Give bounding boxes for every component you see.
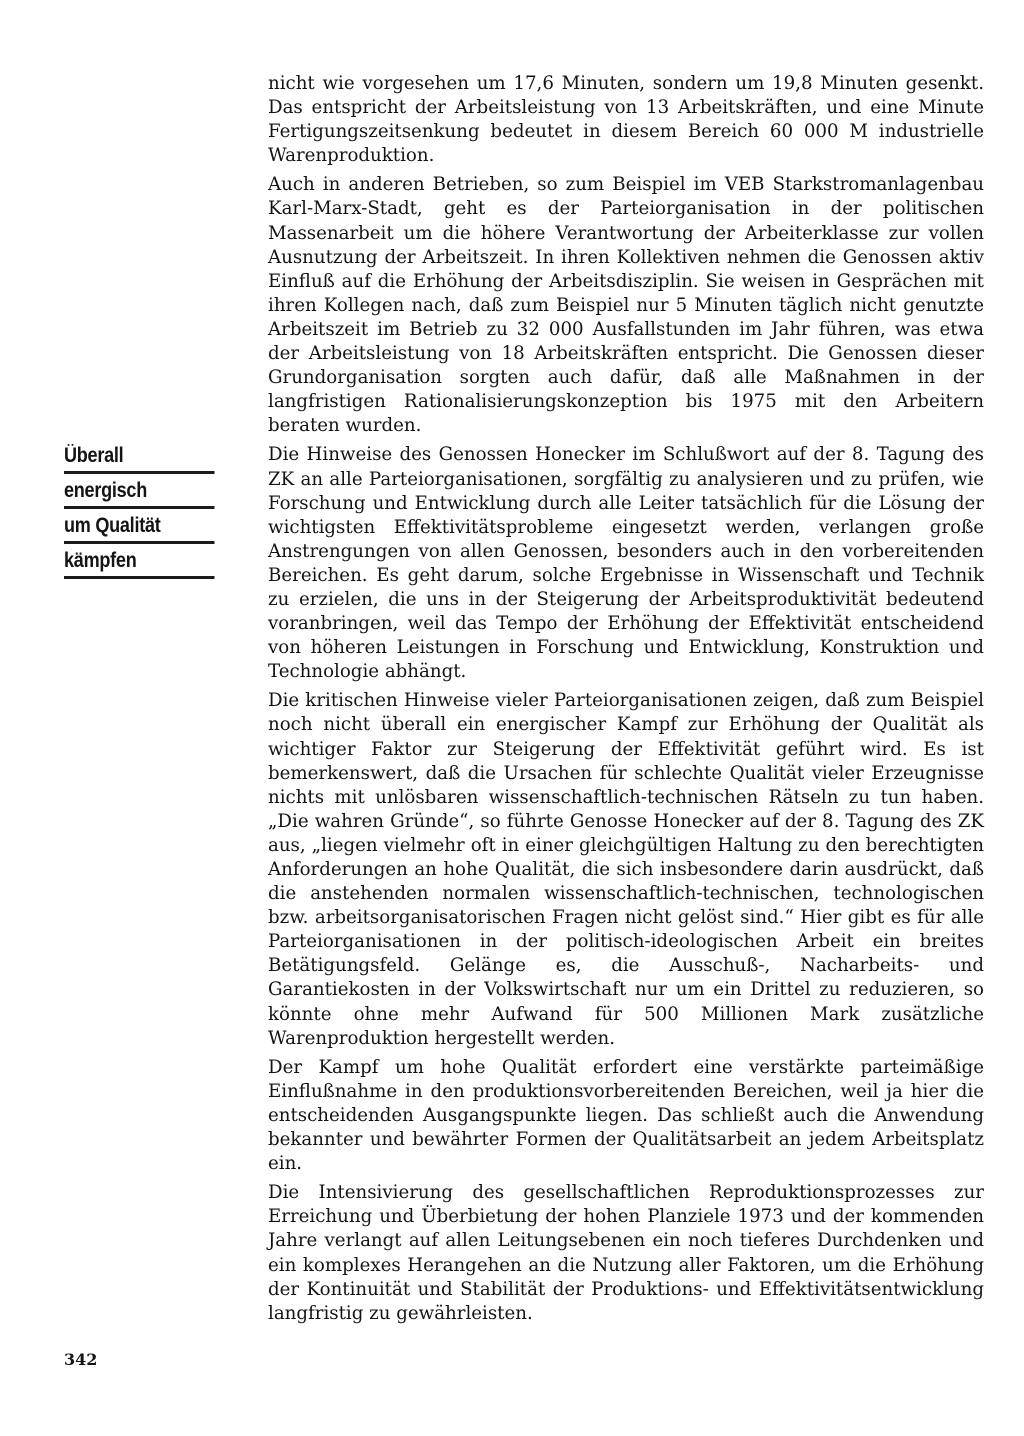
marginal-heading-line-3: um Qualität [64, 514, 215, 544]
paragraph-6: Die Intensivierung des gesellschaftlichen Reproduktionsprozesses zur Erreichung und Überbietung der hohen Planziele 1973 und der kommenden Jahre verlangt auf allen Leitungsebenen ein noch tieferes Durchdenken und ein komplexes Herangehen an die Nutzung aller Faktoren, um die Erhöhung der Kontinuität und Stabilität der Produktions- und Effektivitätsentwicklung langfristig zu gewährleisten. [268, 1182, 984, 1324]
paragraph-4: Die kritischen Hinweise vieler Parteiorganisationen zeigen, daß zum Beispiel noch nicht überall ein energischer Kampf zur Erhöhung der Qualität als wichtiger Faktor zur Steigerung der Effektivität geführt wird. Es ist bemerkenswert, daß die Ursachen für schlechte Qualität vieler Erzeugnisse nichts mit unlösbaren wissenschaftlich-technischen Rätseln zu tun haben. „Die wahren Gründe“, so führte Genosse Honecker auf der 8. Tagung des ZK aus, „liegen vielmehr oft in einer gleichgültigen Haltung zu den berechtigten Anforderungen an hohe Qualität, die sich insbesondere darin ausdrückt, daß die anstehenden normalen wissenschaftlich-technischen, technologischen bzw. arbeitsorganisatorischen Fragen nicht gelöst sind.“ Hier gibt es für alle Parteiorganisationen in der politisch-ideologischen Arbeit ein breites Betätigungsfeld. Gelänge es, die Ausschuß-, Nacharbeits- und Garantiekosten in der Volkswirtschaft nur um ein Drittel zu reduzieren, so könnte ohne mehr Aufwand für 500 Millionen Mark zusätzliche Warenproduktion hergestellt werden. [268, 690, 984, 1049]
marginal-heading-line-1: Überall [64, 444, 215, 474]
marginal-heading-line-4: kämpfen [64, 549, 215, 579]
paragraph-2: Auch in anderen Betrieben, so zum Beispiel im VEB Starkstromanlagenbau Karl-Marx-Stadt, geht es der Parteiorganisation in der politischen Massenarbeit um die höhere Verantwortung der Arbeiterklasse zur vollen Ausnutzung der Arbeitszeit. In ihren Kollektiven nehmen die Genossen aktiv Einfluß auf die Erhöhung der Arbeitsdisziplin. Sie weisen in Gesprächen mit ihren Kollegen nach, daß zum Beispiel nur 5 Minuten täglich nicht genutzte Arbeitszeit im Betrieb zu 32 000 Ausfallstunden im Jahr führen, was etwa der Arbeitsleistung von 18 Arbeitskräften entspricht. Die Genossen dieser Grundorganisation sorgten auch dafür, daß alle Maßnahmen in der langfristigen Rationalisierungskonzeption bis 1975 mit den Arbeitern beraten wurden. [268, 174, 984, 437]
body-text [268, 72, 984, 1331]
paragraph-5: Der Kampf um hohe Qualität erfordert eine verstärkte parteimäßige Einflußnahme in den produktionsvorbereitenden Bereichen, weil ja hier die entscheidenden Ausgangspunkte liegen. Das schließt auch die Anwendung bekannter und bewährter Formen der Qualitätsarbeit an jedem Arbeitsplatz ein. [268, 1056, 984, 1175]
page-number: 342 [64, 1350, 98, 1369]
marginal-heading [64, 444, 239, 584]
paragraph-3: Die Hinweise des Genossen Honecker im Schlußwort auf der 8. Tagung des ZK an alle Parteiorganisationen, sorgfältig zu analysieren und zu prüfen, wie Forschung und Entwicklung durch alle Leiter tatsächlich für die Lösung der wichtigsten Effektivitätsprobleme eingesetzt werden, verlangen große Anstrengungen von allen Genossen, besonders auch in den vorbereitenden Bereichen. Es geht darum, solche Ergebnisse in Wissenschaft und Technik zu erzielen, die uns in der Steigerung der Arbeitsproduktivität bedeutend voranbringen, weil das Tempo der Erhöhung der Effektivität entscheidend von höheren Leistungen in Forschung und Entwicklung, Konstruktion und Technologie abhängt. [268, 444, 984, 683]
marginal-heading-line-2: energisch [64, 479, 215, 509]
paragraph-1: nicht wie vorgesehen um 17,6 Minuten, sondern um 19,8 Minuten gesenkt. Das entspricht der Arbeitsleistung von 13 Arbeitskräften, und eine Minute Fertigungszeitsenkung bedeutet in diesem Bereich 60 000 M industrielle Warenproduktion. [268, 73, 984, 167]
